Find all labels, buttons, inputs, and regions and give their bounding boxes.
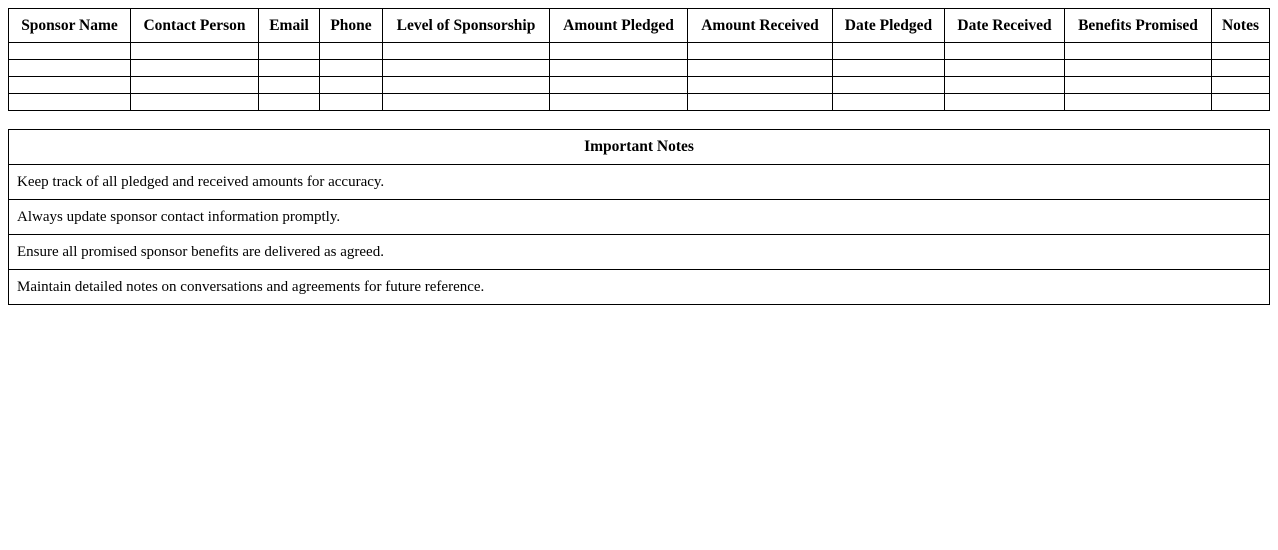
table-cell[interactable]: [688, 43, 833, 60]
table-header-row: [9, 9, 1270, 43]
table-cell[interactable]: [833, 77, 945, 94]
table-cell[interactable]: [320, 60, 383, 77]
col-sponsor-name: Sponsor Name: [9, 9, 131, 43]
table-cell[interactable]: [945, 94, 1065, 111]
table-cell[interactable]: [1212, 77, 1270, 94]
table-cell[interactable]: [131, 43, 259, 60]
col-level-of-sponsorship: Level of Sponsorship: [383, 9, 550, 43]
note-text: Maintain detailed notes on conversations and agreements for future reference.: [9, 270, 1270, 305]
table-cell[interactable]: [383, 77, 550, 94]
table-cell[interactable]: [259, 94, 320, 111]
table-cell[interactable]: [1212, 43, 1270, 60]
col-benefits-promised: Benefits Promised: [1065, 9, 1212, 43]
table-cell[interactable]: [320, 77, 383, 94]
note-text: Keep track of all pledged and received amounts for accuracy.: [9, 165, 1270, 200]
table-cell[interactable]: [833, 60, 945, 77]
table-cell[interactable]: [550, 77, 688, 94]
table-cell[interactable]: [945, 43, 1065, 60]
table-cell[interactable]: [945, 60, 1065, 77]
table-cell[interactable]: [259, 77, 320, 94]
table-cell[interactable]: [1065, 43, 1212, 60]
table-cell[interactable]: [383, 43, 550, 60]
table-cell[interactable]: [688, 94, 833, 111]
table-cell[interactable]: [688, 77, 833, 94]
table-cell[interactable]: [9, 60, 131, 77]
table-cell[interactable]: [1212, 60, 1270, 77]
note-row: [9, 200, 1270, 235]
table-cell[interactable]: [1212, 94, 1270, 111]
table-row: [9, 77, 1270, 94]
col-amount-pledged: Amount Pledged: [550, 9, 688, 43]
col-phone: Phone: [320, 9, 383, 43]
col-contact-person: Contact Person: [131, 9, 259, 43]
table-cell[interactable]: [131, 77, 259, 94]
table-cell[interactable]: [131, 94, 259, 111]
table-cell[interactable]: [833, 43, 945, 60]
col-date-pledged: Date Pledged: [833, 9, 945, 43]
col-notes: Notes: [1212, 9, 1270, 43]
table-cell[interactable]: [945, 77, 1065, 94]
note-row: [9, 235, 1270, 270]
table-cell[interactable]: [320, 94, 383, 111]
table-cell[interactable]: [9, 43, 131, 60]
table-cell[interactable]: [131, 60, 259, 77]
table-cell[interactable]: [1065, 60, 1212, 77]
table-cell[interactable]: [550, 60, 688, 77]
note-row: [9, 165, 1270, 200]
table-cell[interactable]: [259, 60, 320, 77]
note-row: [9, 270, 1270, 305]
sponsor-tracker-table: [8, 8, 1270, 111]
table-cell[interactable]: [320, 43, 383, 60]
table-cell[interactable]: [1065, 94, 1212, 111]
table-cell[interactable]: [259, 43, 320, 60]
table-cell[interactable]: [550, 94, 688, 111]
notes-title: Important Notes: [9, 130, 1270, 165]
table-cell[interactable]: [550, 43, 688, 60]
table-row: [9, 43, 1270, 60]
col-email: Email: [259, 9, 320, 43]
table-cell[interactable]: [383, 60, 550, 77]
note-text: Always update sponsor contact information promptly.: [9, 200, 1270, 235]
table-cell[interactable]: [1065, 77, 1212, 94]
table-row: [9, 60, 1270, 77]
table-cell[interactable]: [9, 94, 131, 111]
table-cell[interactable]: [383, 94, 550, 111]
note-text: Ensure all promised sponsor benefits are delivered as agreed.: [9, 235, 1270, 270]
table-cell[interactable]: [688, 60, 833, 77]
notes-header-row: [9, 130, 1270, 165]
important-notes-table: [8, 129, 1270, 305]
col-amount-received: Amount Received: [688, 9, 833, 43]
table-cell[interactable]: [9, 77, 131, 94]
table-cell[interactable]: [833, 94, 945, 111]
col-date-received: Date Received: [945, 9, 1065, 43]
table-row: [9, 94, 1270, 111]
